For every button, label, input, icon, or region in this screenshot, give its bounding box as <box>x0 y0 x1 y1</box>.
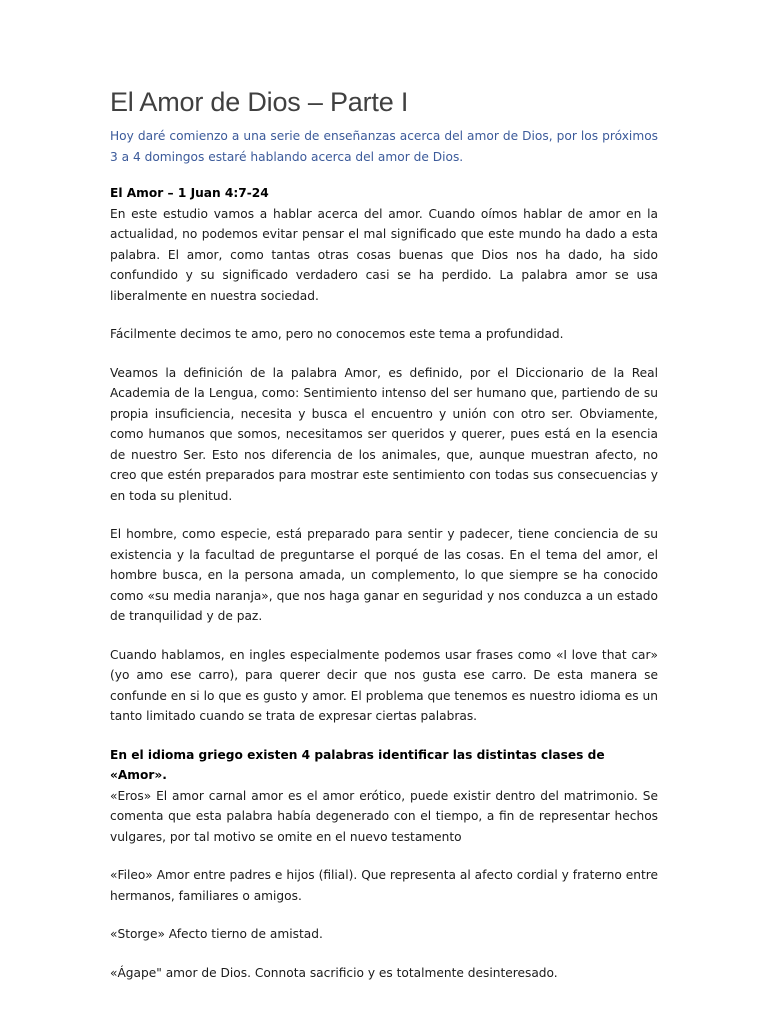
paragraph-fileo: «Fileo» Amor entre padres e hijos (filial). Que representa al afecto cordial y fraterno entre hermanos, familiares o amigos. <box>110 868 658 903</box>
paragraph-definicion: Veamos la definición de la palabra Amor, es definido, por el Diccionario de la Real Academia de la Lengua, como: Sentimiento intenso del ser humano que, partiendo de su propia insuficiencia, necesita y busca el encuentro y unión con otro ser. Obviamente, como humanos que somos, necesitamos ser queridos y querer, pues está en la esencia de nuestro Ser. Esto nos diferencia de los animales, que, aunque muestran afecto, no creo que estén preparados para mostrar este sentimiento con todas sus consecuencias y en toda su plenitud. <box>110 365 658 503</box>
paragraph-agape: «Ágape" amor de Dios. Connota sacrificio y es totalmente desinteresado. <box>110 965 558 980</box>
paragraph-ingles: Cuando hablamos, en ingles especialmente podemos usar frases como «I love that car» (yo amo ese carro), para querer decir que nos gusta ese carro. De esta manera se confunde en si lo que es gusto y amor. El problema que tenemos es nuestro idioma es un tanto limitado cuando se trata de expresar ciertas palabras. <box>110 647 658 723</box>
intro-paragraph: Hoy daré comienzo a una serie de enseñanzas acerca del amor de Dios, por los próximos 3 a 4 domingos estaré hablando acerca del amor de Dios. <box>110 129 658 164</box>
paragraph-estudio-amor: En este estudio vamos a hablar acerca del amor. Cuando oímos hablar de amor en la actualidad, no podemos evitar pensar el mal significado que este mundo ha dado a esta palabra. El amor, como tantas otras cosas buenas que Dios nos ha dado, ha sido confundido y su significado verdadero casi se ha perdido. La palabra amor se usa liberalmente en nuestra sociedad. <box>110 206 658 303</box>
paragraph-hombre-especie: El hombre, como especie, está preparado para sentir y padecer, tiene conciencia de su existencia y la facultad de preguntarse el porqué de las cosas. En el tema del amor, el hombre busca, en la persona amada, un complemento, lo que siempre se ha conocido como «su media naranja», que nos haga ganar en seguridad y nos conduzca a un estado de tranquilidad y de paz. <box>110 527 658 623</box>
paragraph-storge: «Storge» Afecto tierno de amistad. <box>110 927 323 941</box>
paragraph-eros: «Eros» El amor carnal amor es el amor erótico, puede existir dentro del matrimonio. Se comenta que esta palabra había degenerado con el tiempo, a fin de representar hechos vulgares, por tal motivo se omite en el nuevo testamento <box>110 788 658 844</box>
document-title: El Amor de Dios – Parte I <box>110 87 409 117</box>
section-heading-amor: El Amor – 1 Juan 4:7-24 <box>110 186 269 200</box>
paragraph-te-amo: Fácilmente decimos te amo, pero no conocemos este tema a profundidad. <box>110 327 564 341</box>
document-body <box>110 84 658 983</box>
section-heading-griego: En el idioma griego existen 4 palabras identificar las distintas clases de «Amor». <box>110 747 605 782</box>
